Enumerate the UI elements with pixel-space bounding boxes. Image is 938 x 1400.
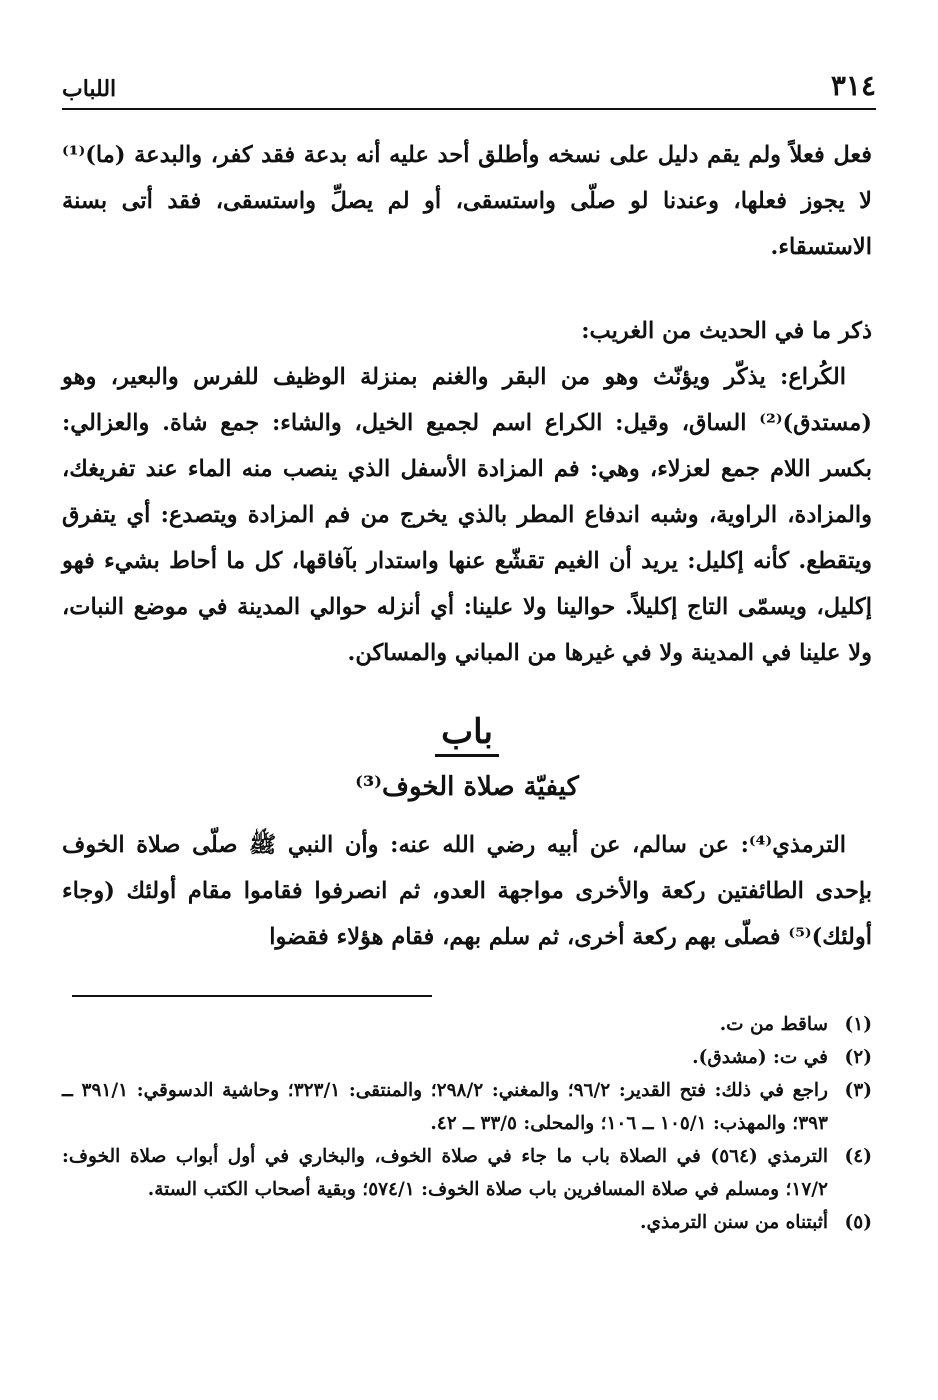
- footnote-text: راجع في ذلك: فتح القدير: ٩٦/٢؛ والمغني: ٢٩٨/٢؛ والمنتقى: ٣٢٣/١؛ وحاشية الدسوقي: ٣٩١/١ ــ ٣٩٣؛ والمهذب: ١٠٥/١ ــ ١٠٦؛ والمحلى: ٣٣/٥ ــ ٤٢.: [62, 1080, 828, 1134]
- chapter-heading: [62, 710, 872, 811]
- chapter-title: كيفيّة صلاة الخوف⁽³⁾: [355, 772, 579, 802]
- footnote-item: [62, 1041, 872, 1074]
- footnote-text: الترمذي (٥٦٤) في الصلاة باب ما جاء في صلاة الخوف، والبخاري في أول أبواب صلاة الخوف: ١٧/٢؛ ومسلم في صلاة المسافرين باب صلاة الخوف: ٥٧٤/١؛ وبقية أصحاب الكتب الستة.: [62, 1146, 828, 1200]
- intro-paragraph-block: [62, 132, 872, 270]
- footnote-item: [62, 1206, 872, 1239]
- footnote-item: [62, 1140, 872, 1206]
- footnotes-list: [62, 1008, 872, 1239]
- footnote-number: (٥): [844, 1212, 872, 1233]
- footnote-text: في ت: (مشدق).: [692, 1047, 828, 1068]
- glossary-paragraph: الكُراع: يذكّر ويؤنّث وهو من البقر والغنم بمنزلة الوظيف للفرس والبعير، وهو (مستدق)⁽²⁾ الساق، وقيل: الكراع اسم لجميع الخيل، والشاء: جمع شاة. والعزالي: بكسر اللام جمع لعزلاء، وهي: فم المزادة الأسفل الذي ينصب منه الماء عند تفريغك، والمزادة، الراوية، وشبه اندفاع المطر بالذي يخرج من فم المزادة ويتصدع: أي يتفرق ويتقطع. كأنه إكليل: يريد أن الغيم تقشّع عنها واستدار بآفاقها، كل ما أحاط بشيء فهو إكليل، ويسمّى التاج إكليلاً. حوالينا ولا علينا: أي أنزله حوالي المدينة في موضع النبات، ولا علينا في المدينة ولا في غيرها من المباني والمساكن.: [62, 364, 872, 666]
- footnote-text: ساقط من ت.: [719, 1014, 828, 1035]
- footnote-item: [62, 1074, 872, 1140]
- footnote-number: (١): [844, 1014, 872, 1035]
- footnote-text: أثبتناه من سنن الترمذي.: [640, 1212, 828, 1233]
- footnote-number: (٤): [844, 1146, 872, 1167]
- running-title: اللباب: [62, 76, 117, 102]
- glossary-section: [62, 308, 872, 676]
- page-header: [62, 70, 876, 110]
- footnote-number: (٢): [844, 1047, 872, 1068]
- hadith-section: [62, 822, 872, 960]
- hadith-paragraph: الترمذي⁽⁴⁾: عن سالم، عن أبيه رضي الله عنه: وأن النبي ﷺ صلّى صلاة الخوف بإحدى الطائفتين ركعة والأخرى مواجهة العدو، ثم انصرفوا فقاموا مقام أولئك (وجاء أولئك)⁽⁵⁾ فصلّى بهم ركعة أخرى، ثم سلم بهم، فقام هؤلاء فقضوا: [62, 832, 872, 950]
- footnote-separator: [72, 995, 432, 997]
- chapter-label: باب: [435, 710, 499, 757]
- footnote-item: [62, 1008, 872, 1041]
- page-number: ٣١٤: [830, 69, 876, 102]
- intro-paragraph: فعل فعلاً ولم يقم دليل على نسخه وأطلق أحد عليه أنه بدعة فقد كفر، والبدعة (ما)⁽¹⁾ لا يجوز فعلها، وعندنا لو صلّى واستسقى، أو لم يصلِّ واستسقى، فقد أتى بسنة الاستسقاء.: [62, 142, 872, 260]
- glossary-heading: ذكر ما في الحديث من الغريب:: [581, 318, 872, 344]
- footnote-number: (٣): [844, 1080, 872, 1101]
